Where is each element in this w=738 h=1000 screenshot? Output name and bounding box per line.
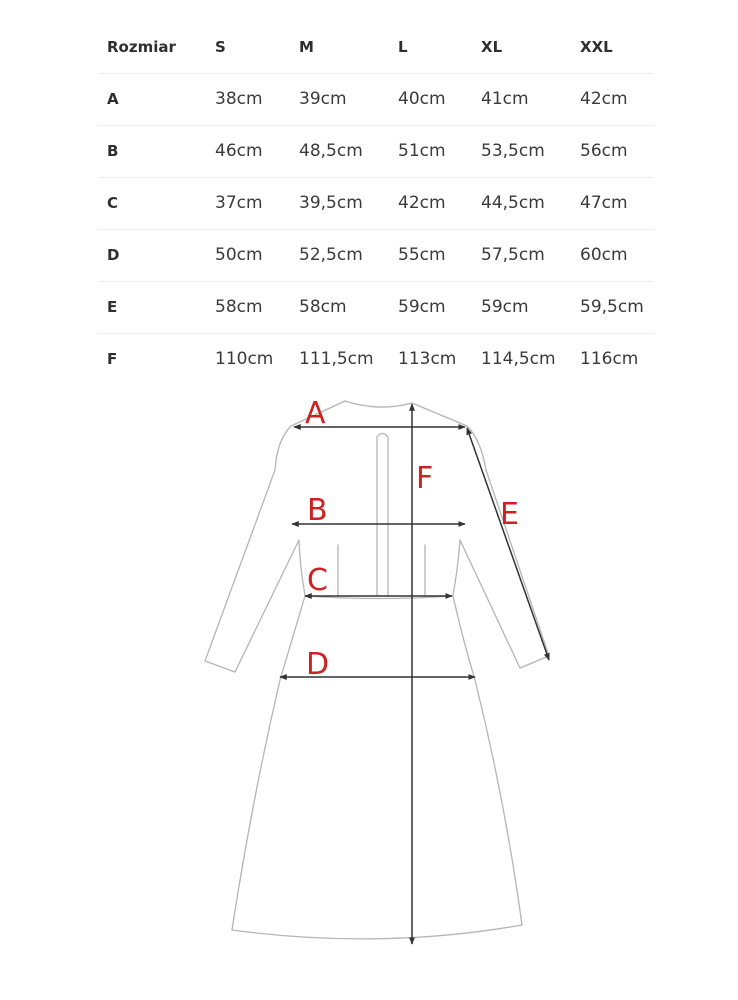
table-cell: 58cm [215,297,263,317]
table-cell: 56cm [580,141,628,161]
header-size-xl: XL [481,38,503,56]
right-shoulder [412,403,467,426]
table-cell: 42cm [580,89,628,109]
header-size-m: M [299,38,314,56]
table-cell: 58cm [299,297,347,317]
table-cell: 38cm [215,89,263,109]
bodice-left [299,540,305,595]
dress-measurement-diagram [0,380,738,1000]
table-row-f [98,334,654,385]
table-row-d [98,230,654,282]
table-row-a [98,74,654,126]
table-row-b [98,126,654,178]
table-cell: 114,5cm [481,349,556,369]
table-cell: 110cm [215,349,274,369]
right-sleeve [460,426,549,668]
header-size-xxl: XXL [580,38,613,56]
table-cell: 52,5cm [299,245,363,265]
table-cell: 59cm [481,297,529,317]
placket [377,434,388,597]
table-cell: 59cm [398,297,446,317]
row-label: B [107,142,119,160]
table-cell: 51cm [398,141,446,161]
table-row-e [98,282,654,334]
table-cell: 37cm [215,193,263,213]
table-cell: 57,5cm [481,245,545,265]
measure-a-label: A [305,396,326,431]
measure-b-label: B [307,493,328,528]
header-size-l: L [398,38,408,56]
row-label: C [107,194,119,212]
table-cell: 60cm [580,245,628,265]
table-cell: 111,5cm [299,349,374,369]
table-cell: 40cm [398,89,446,109]
table-row-c [98,178,654,230]
row-label: A [107,90,119,108]
skirt-right [453,596,522,925]
table-cell: 116cm [580,349,639,369]
row-label: E [107,298,118,316]
bodice-right [453,540,460,595]
header-size-s: S [215,38,226,56]
measure-d-label: D [306,647,330,682]
neckline [345,401,412,407]
table-cell: 59,5cm [580,297,644,317]
skirt-left [232,596,305,930]
table-cell: 39,5cm [299,193,363,213]
table-cell: 53,5cm [481,141,545,161]
table-cell: 46cm [215,141,263,161]
measure-c-label: C [307,563,328,598]
table-cell: 44,5cm [481,193,545,213]
table-cell: 113cm [398,349,457,369]
row-label: F [107,350,118,368]
table-cell: 50cm [215,245,263,265]
table-cell: 47cm [580,193,628,213]
row-label: D [107,246,120,264]
table-cell: 41cm [481,89,529,109]
table-header-row [98,22,654,74]
table-cell: 42cm [398,193,446,213]
measure-e-line [467,428,549,660]
header-size-label: Rozmiar [107,38,176,56]
measure-f-label: F [416,461,434,496]
size-table [98,22,654,385]
table-cell: 48,5cm [299,141,363,161]
measure-e-label: E [500,497,519,532]
left-sleeve [205,426,299,672]
table-cell: 39cm [299,89,347,109]
dress-outline [205,401,549,939]
table-cell: 55cm [398,245,446,265]
hem [232,925,522,939]
